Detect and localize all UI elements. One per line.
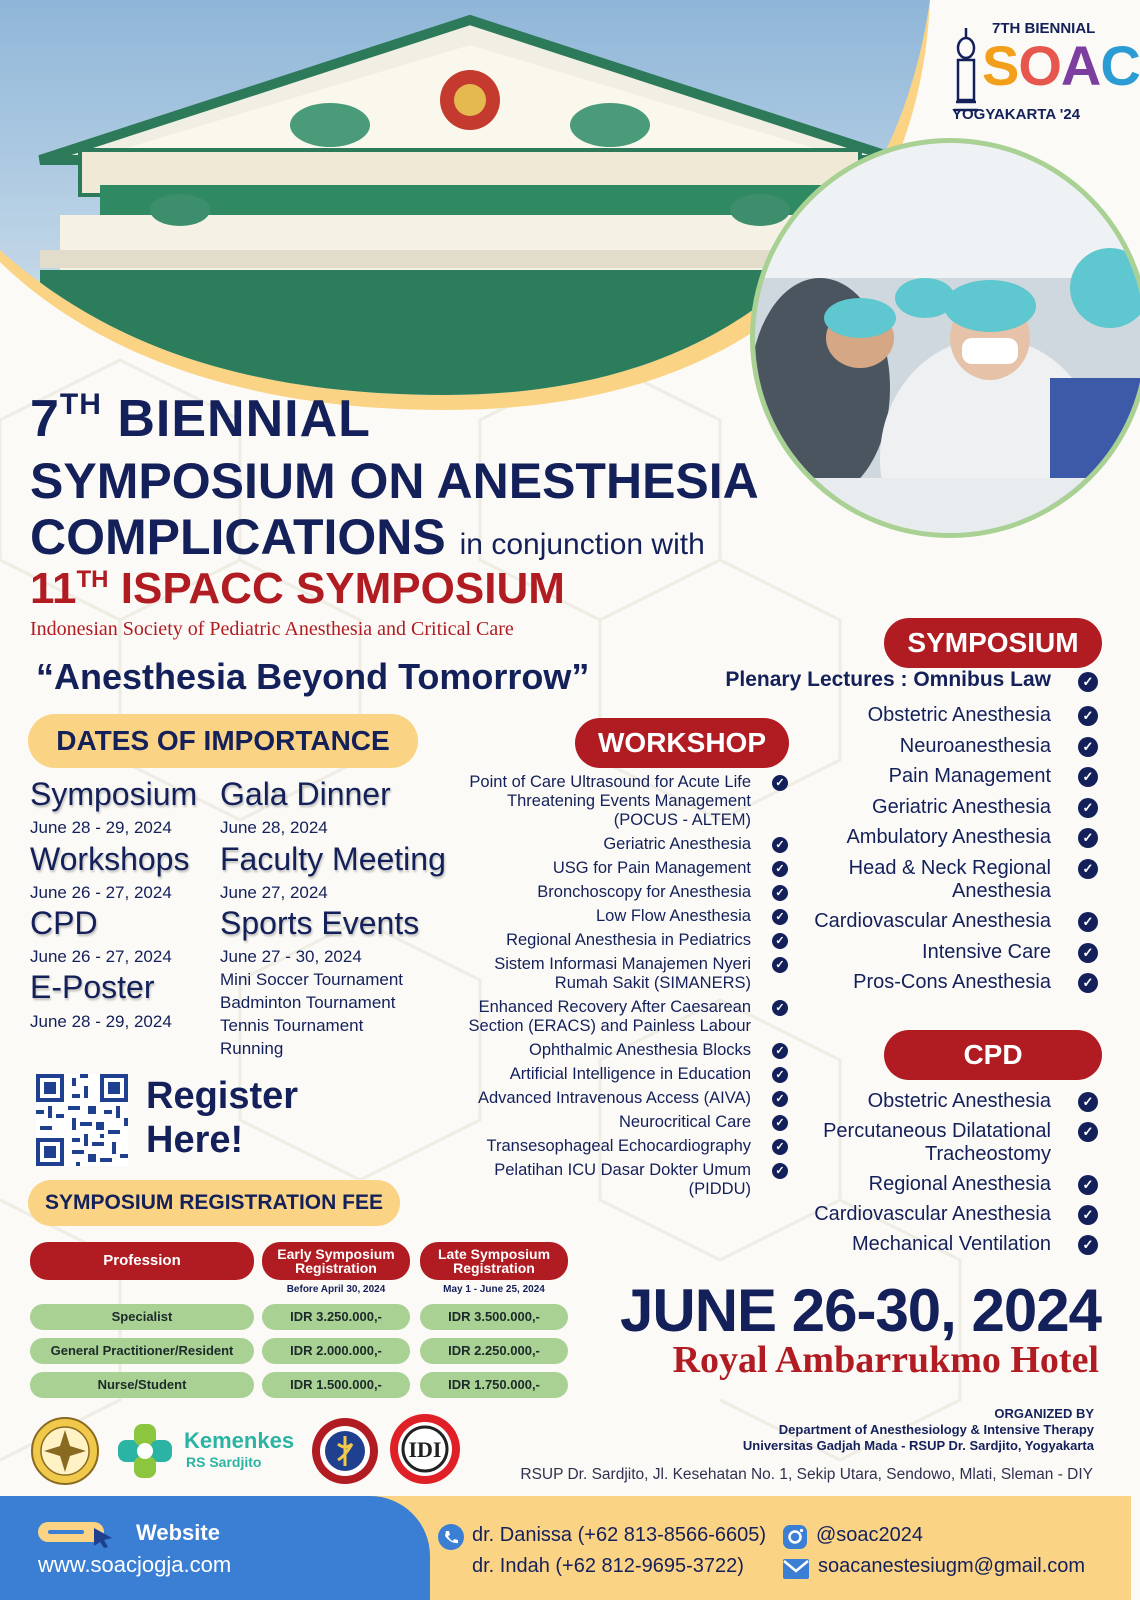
check-icon: ✓	[772, 933, 788, 949]
symposium-item: Cardiovascular Anesthesia	[814, 910, 1051, 932]
kemenkes-logo-mark	[114, 1420, 176, 1482]
ispacc-full-name: Indonesian Society of Pediatric Anesthesia and Critical Care	[30, 618, 514, 640]
sports-item: Tennis Tournament	[220, 1016, 364, 1035]
fee-profession: Nurse/Student	[30, 1372, 254, 1398]
check-icon: ✓	[772, 1043, 788, 1059]
check-icon: ✓	[772, 1067, 788, 1083]
instagram-icon	[782, 1524, 808, 1550]
symposium-item: Intensive Care	[922, 940, 1051, 963]
idi-logo	[388, 1412, 462, 1486]
workshop-heading: WORKSHOP	[575, 718, 789, 768]
fee-profession: Specialist	[30, 1304, 254, 1330]
symposium-item: Geriatric Anesthesia	[872, 795, 1051, 818]
website-link[interactable]: www.soacjogja.com	[38, 1552, 232, 1577]
registration-qr-code[interactable]	[36, 1074, 128, 1166]
fee-early-deadline: Before April 30, 2024	[286, 1284, 386, 1295]
medical-team-photo	[750, 138, 1140, 543]
contact-phone-1[interactable]: dr. Danissa (+62 813-8566-6605)	[472, 1524, 767, 1546]
date-title: Workshops	[30, 841, 190, 877]
logo-top-text: 7TH BIENNIAL	[992, 20, 1096, 37]
contact-phone-2[interactable]: dr. Indah (+62 812-9695-3722)	[472, 1555, 744, 1577]
sports-item: Mini Soccer Tournament	[220, 970, 403, 989]
phone-icon	[438, 1524, 464, 1550]
check-icon: ✓	[772, 909, 788, 925]
title-biennial: 7TH BIENNIAL	[30, 388, 371, 448]
cpd-item: Obstetric Anesthesia	[867, 1090, 1051, 1112]
sports-item: Running	[220, 1039, 284, 1058]
logo-bottom-text: YOGYAKARTA '24	[952, 106, 1081, 123]
website-label: Website	[136, 1520, 220, 1545]
fee-late-price: IDR 2.250.000,-	[420, 1338, 568, 1364]
email-icon	[782, 1558, 810, 1580]
check-icon: ✓	[1078, 912, 1098, 932]
workshop-item: Bronchoscopy for Anesthesia	[537, 883, 751, 901]
cpd-heading: CPD	[884, 1030, 1102, 1080]
workshop-item: Pelatihan ICU Dasar Dokter Umum (PIDDU)	[494, 1161, 751, 1198]
workshop-item: USG for Pain Management	[552, 859, 751, 877]
symposium-item: Head & Neck Regional Anesthesia	[848, 856, 1051, 902]
date-title: Symposium	[30, 776, 198, 812]
title-ispacc: 11TH ISPACC SYMPOSIUM	[30, 564, 565, 613]
workshop-item: Neurocritical Care	[618, 1113, 751, 1131]
cpd-item: Percutaneous Dilatational Tracheostomy	[823, 1120, 1051, 1165]
check-icon: ✓	[1078, 798, 1098, 818]
date-value: June 26 - 27, 2024	[30, 883, 172, 902]
fee-late-deadline: May 1 - June 25, 2024	[443, 1284, 545, 1295]
check-icon: ✓	[1078, 828, 1098, 848]
date-value: June 28, 2024	[220, 818, 328, 837]
workshop-item: Advanced Intravenous Access (AIVA)	[478, 1089, 751, 1107]
rs-sardjito-text: RS Sardjito	[186, 1454, 262, 1470]
date-value: June 28 - 29, 2024	[30, 1012, 172, 1031]
check-icon: ✓	[1078, 1092, 1098, 1112]
instagram-handle[interactable]: @soac2024	[816, 1524, 924, 1546]
organizer-line2: Universitas Gadjah Mada - RSUP Dr. Sardjito, Yogyakarta	[742, 1438, 1094, 1453]
check-icon: ✓	[1078, 859, 1098, 879]
organizer-label: ORGANIZED BY	[994, 1406, 1094, 1421]
symposium-item: Pros-Cons Anesthesia	[853, 971, 1051, 993]
symposium-item: Ambulatory Anesthesia	[846, 826, 1051, 848]
check-icon: ✓	[772, 1163, 788, 1179]
event-venue: Royal Ambarrukmo Hotel	[672, 1339, 1099, 1381]
check-icon: ✓	[772, 1139, 788, 1155]
check-icon: ✓	[772, 775, 788, 791]
contact-email[interactable]: soacanestesiugm@gmail.com	[818, 1555, 1086, 1577]
venue-address: RSUP Dr. Sardjito, Jl. Kesehatan No. 1, Sekip Utara, Sendowo, Mlati, Sleman - DIY	[520, 1466, 1093, 1483]
organizer-line1: Department of Anesthesiology & Intensive Therapy	[778, 1422, 1094, 1437]
fee-late-price: IDR 1.750.000,-	[420, 1372, 568, 1398]
check-icon: ✓	[772, 861, 788, 877]
check-icon: ✓	[1078, 1175, 1098, 1195]
fee-col-late: Late Symposium Registration	[420, 1242, 568, 1280]
symposium-heading: SYMPOSIUM	[884, 618, 1102, 668]
fee-col-profession: Profession	[30, 1242, 254, 1280]
date-value: June 27, 2024	[220, 883, 328, 902]
symposium-item: Obstetric Anesthesia	[867, 704, 1051, 726]
fee-col-early: Early Symposium Registration	[262, 1242, 410, 1280]
date-value: June 26 - 27, 2024	[30, 947, 172, 966]
logo-wordmark: SOAC	[982, 34, 1140, 97]
workshop-item: Ophthalmic Anesthesia Blocks	[529, 1041, 751, 1059]
fee-profession: General Practitioner/Resident	[30, 1338, 254, 1364]
fee-early-price: IDR 3.250.000,-	[262, 1304, 410, 1330]
soac-logo	[952, 18, 1140, 128]
event-theme: “Anesthesia Beyond Tomorrow”	[36, 656, 590, 697]
symposium-item: Neuroanesthesia	[899, 734, 1051, 757]
fee-heading: SYMPOSIUM REGISTRATION FEE	[28, 1180, 400, 1226]
dates-heading: DATES OF IMPORTANCE	[28, 714, 418, 768]
anesthesia-society-logo	[310, 1416, 380, 1486]
check-icon: ✓	[1078, 737, 1098, 757]
check-icon: ✓	[772, 885, 788, 901]
check-icon: ✓	[772, 1000, 788, 1016]
check-icon: ✓	[1078, 1205, 1098, 1225]
cpd-item: Mechanical Ventilation	[851, 1233, 1051, 1255]
workshop-item: Geriatric Anesthesia	[603, 835, 751, 853]
organizer-block	[743, 1406, 1094, 1454]
date-title: E-Poster	[30, 969, 155, 1005]
fee-late-price: IDR 3.500.000,-	[420, 1304, 568, 1330]
web-cursor-icon	[36, 1518, 118, 1548]
date-value: June 28 - 29, 2024	[30, 818, 172, 837]
plenary-lecture: Plenary Lectures : Omnibus Law	[725, 668, 1051, 691]
cpd-item: Cardiovascular Anesthesia	[814, 1203, 1051, 1225]
fee-early-price: IDR 1.500.000,-	[262, 1372, 410, 1398]
check-icon: ✓	[1078, 706, 1098, 726]
workshop-item: Point of Care Ultrasound for Acute Life Threatening Events Management (POCUS - ALTEM)	[469, 773, 751, 829]
check-icon: ✓	[1078, 973, 1098, 993]
workshop-item: Sistem Informasi Manajemen Nyeri Rumah Sakit (SIMANERS)	[494, 955, 751, 992]
check-icon: ✓	[772, 837, 788, 853]
check-icon: ✓	[1078, 1235, 1098, 1255]
sports-item: Badminton Tournament	[220, 993, 396, 1012]
check-icon: ✓	[1078, 672, 1098, 692]
cpd-item: Regional Anesthesia	[868, 1173, 1051, 1195]
workshop-item: Artificial Intelligence in Education	[509, 1065, 751, 1083]
title-symposium: SYMPOSIUM ON ANESTHESIA	[30, 453, 759, 509]
date-title: CPD	[30, 905, 98, 941]
date-title: Sports Events	[220, 905, 420, 941]
svg-text:IDI: IDI	[408, 1437, 442, 1462]
monument-icon	[952, 26, 980, 118]
workshop-item: Low Flow Anesthesia	[595, 907, 751, 925]
event-dates: JUNE 26-30, 2024	[620, 1277, 1101, 1344]
symposium-item: Pain Management	[888, 765, 1051, 787]
workshop-item: Regional Anesthesia in Pediatrics	[506, 931, 751, 949]
ugm-logo	[30, 1416, 100, 1486]
check-icon: ✓	[1078, 943, 1098, 963]
check-icon: ✓	[772, 1091, 788, 1107]
register-cta[interactable]: Register Here!	[146, 1075, 299, 1161]
date-title: Faculty Meeting	[220, 841, 446, 877]
check-icon: ✓	[772, 1115, 788, 1131]
check-icon: ✓	[1078, 1122, 1098, 1142]
kemenkes-text: Kemenkes	[184, 1428, 295, 1453]
check-icon: ✓	[772, 957, 788, 973]
check-icon: ✓	[1078, 767, 1098, 787]
fee-early-price: IDR 2.000.000,-	[262, 1338, 410, 1364]
footer-website-panel	[0, 1496, 430, 1600]
workshop-item: Enhanced Recovery After Caesarean Section (ERACS) and Painless Labour	[468, 998, 751, 1035]
date-title: Gala Dinner	[220, 776, 391, 812]
title-complications: COMPLICATIONS in conjunction with	[30, 509, 705, 565]
date-value: June 27 - 30, 2024	[220, 947, 362, 966]
workshop-item: Transesophageal Echocardiography	[486, 1137, 751, 1155]
